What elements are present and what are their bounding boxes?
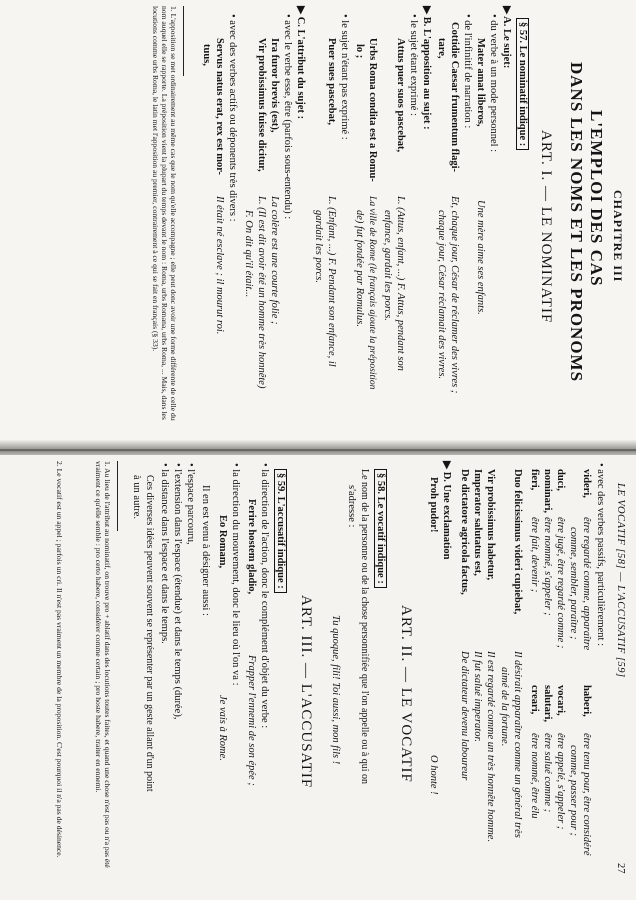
example-latin: Cottidie Caesar frumentum flagi-	[449, 22, 460, 172]
bullet-b1: • le sujet étant exprimé :	[408, 14, 419, 116]
body-text: s'adresse :	[346, 485, 357, 528]
section-57-heading: § 57. Le nominatif indique :	[516, 18, 528, 150]
verb-french: comme, sembler, paraître ;	[568, 527, 579, 640]
bullet-a2: • de l'infinitif de narration :	[462, 14, 473, 129]
body-text: Le nom de la personne ou de la chose personnifiée que l'on appelle ou à qui on	[359, 469, 370, 785]
bullet-c1: • avec le verbe esse, être (parfois sous-entendu) :	[282, 14, 293, 220]
verb-latin: vocari,	[555, 685, 566, 716]
example-french: O honte !	[428, 755, 439, 795]
verb-french: être salué comme ;	[542, 733, 553, 813]
body-text: Il en est venu à désigner aussi :	[200, 485, 211, 616]
verb-french: être fait, devenir ;	[529, 517, 540, 593]
footnote: 1. L'apposition se met ordinairement au même cas que le nom qu'elle accompagne ; elle peut donc avoir une forme différente de celle du nom auquel elle se rapporte. La préposition vient la plupart du temps devant le nom : Roma, urbs Romana, urbs Roma, ... Mais, dans les locutions comme urbs Roma, le latin met l'apposition au premier, contrairement à ce qui se fait en français (§ 33).	[150, 6, 178, 421]
example-latin: Puer sues pascebat,	[326, 38, 337, 126]
subsection-d-heading: ▶ D. Une exclamation	[441, 461, 452, 560]
right-page	[0, 455, 636, 900]
example-latin: lo ;	[354, 44, 365, 59]
example-french: L. (Enfant, ...) F. Pendant son enfance, il	[326, 196, 337, 367]
bullet-a1: • du verbe à un mode personnel :	[488, 14, 499, 153]
example-french: chaque jour, César réclamait des vivres.	[436, 210, 447, 380]
chapter-label: CHAPITRE III	[611, 190, 625, 283]
example-latin: Vir probissimus fuisse dicitur,	[256, 38, 267, 172]
subsection-b-heading: ▶ B. L'apposition au sujet :	[421, 6, 432, 130]
example-latin: Eo Romam,	[217, 515, 228, 569]
example-french: L. (Attus, enfant, ...) F. Attus, pendant son	[395, 196, 406, 371]
example-french: Je vais à Rome.	[217, 695, 228, 761]
verb-latin: salutari,	[542, 685, 553, 723]
verb-french: être appelé, s'appeler ;	[555, 733, 566, 830]
left-page	[0, 0, 636, 445]
example-french: La ville de Rome (le français ajoute la préposition	[367, 196, 378, 390]
example-latin: Urbs Roma condita est a Romu-	[367, 38, 378, 182]
example-french: enfance, gardait les porcs.	[382, 210, 393, 321]
bullet-p5: • la distance dans l'espace et dans le temps.	[159, 463, 170, 644]
example-latin: Duo felicissimus videri cupiebat,	[512, 469, 523, 615]
example-french: F. On dit qu'il était...	[243, 210, 254, 298]
example-latin: Vir probissimus habetur,	[485, 469, 496, 581]
article-heading: ART. III. — L'ACCUSATIF	[298, 595, 314, 789]
bullet-c2: • avec des verbes actifs ou déponents très divers :	[227, 14, 238, 222]
example-latin: Mater amat liberos,	[475, 38, 486, 127]
bullet-b2: • le sujet n'étant pas exprimé :	[339, 14, 350, 140]
example-latin: tare,	[436, 38, 447, 59]
example-french: La colère est une courte folie ;	[269, 196, 280, 325]
section-59-heading: § 59. L'accusatif indique :	[274, 469, 286, 593]
example-latin: Imperator salutatus est,	[472, 469, 483, 576]
intro-bullet: • avec des verbes passifs, particulièrement :	[595, 463, 606, 646]
verb-latin: creari,	[529, 685, 540, 715]
article-heading: ART. I. — LE NOMINATIF	[538, 130, 554, 324]
subsection-a-heading: ▶ A. Le sujet:	[501, 6, 512, 69]
example-french: Il fut salué imperator.	[472, 651, 483, 742]
example-latin: De dictatore agricola factus,	[459, 469, 470, 595]
bullet-p4: • l'extension dans l'espace (étendue) et dans le temps (durée),	[172, 463, 183, 720]
example-latin: Ferire hostem gladio,	[246, 499, 257, 595]
bullet-p2: • la direction du mouvement, donc le lieu où l'on va :	[230, 463, 241, 686]
example-french: Et, chaque jour, César de réclamer des vivres ;	[449, 196, 460, 394]
example-latin: Attus puer suos pascebat,	[395, 38, 406, 153]
example: Tu quoque, fili! Toi aussi, mon fils !	[330, 615, 341, 765]
example-french: de) fut fondée par Romulus.	[354, 210, 365, 327]
example-french: De dictateur devenu laboureur	[459, 651, 470, 781]
example-french: Il désirait apparaître comme un général très	[512, 651, 523, 838]
verb-french: être jugé, être regardé comme ;	[555, 517, 566, 649]
verb-french: être nommé, être élu	[529, 733, 540, 819]
running-header: LE VOCATIF [58] — L'ACCUSATIF [59]	[615, 483, 626, 678]
example-french: aimé de la fortune.	[499, 667, 510, 747]
example-latin: tuus,	[201, 44, 212, 66]
verb-latin: fieri,	[529, 469, 540, 491]
verb-latin: haberi,	[581, 685, 592, 717]
verb-latin: duci,	[555, 469, 566, 491]
bullet-p3: • l'espace parcouru,	[185, 463, 196, 545]
example-latin: Ira furor brevis (est),	[269, 38, 280, 133]
subsection-c-heading: ▶ C. L'attribut du sujet :	[295, 6, 306, 120]
verb-french: être tenu pour, être considéré	[581, 733, 592, 856]
bullet-p1: • la direction de l'action, donc le complément d'objet du verbe :	[259, 463, 270, 729]
example-french: L. (Il est dit avoir été un homme très honnête)	[256, 196, 267, 389]
verb-latin: nominari,	[542, 469, 553, 514]
verb-latin: videri,	[581, 469, 592, 498]
example-french: Il est regardé comme un très honnête homme.	[485, 651, 496, 843]
example-latin: Proh pudor!	[428, 477, 439, 533]
verb-french: être nommé, s'appeler ;	[542, 517, 553, 616]
verb-french: être regardé comme, apparaître	[581, 517, 592, 651]
footnote-rule	[183, 6, 184, 76]
example-french: Frapper l'ennemi de son épée ;	[246, 655, 257, 786]
section-58-heading: § 58. Le vocatif indique :	[374, 469, 386, 588]
chapter-title-line2: DANS LES NOMS ET LES PRONOMS	[567, 62, 586, 383]
article-heading: ART. II. — LE VOCATIF	[398, 605, 414, 783]
verb-french: comme, passer pour ;	[568, 745, 579, 836]
example-latin: Servus natus erat, rex est mor-	[214, 38, 225, 176]
chapter-title-line1: L'EMPLOI DES CAS	[587, 110, 606, 287]
example-french: Une mère aime ses enfants.	[475, 200, 486, 315]
example-french: gardait les porcs.	[313, 210, 324, 284]
footnote-rule	[117, 461, 118, 531]
page-number: 27	[615, 863, 626, 874]
body-text: à un autre.	[131, 475, 142, 520]
footnote-1: 1. Au lieu de l'attribut au nominatif, on trouve pro + ablatif dans des locutions toutes faites, et quand une chose n'est pas ou n'a pas été vraiment ce qu'elle semble : pro certo habere, considérer comme certain ; pro hoste habere, traiter en ennemi.	[93, 461, 112, 868]
example-french: Il était né esclave ; il mourut roi.	[214, 196, 225, 335]
body-text: Ces diverses idées peuvent souvent se représenter par un geste allant d'un point	[144, 475, 155, 792]
footnote-2: 2. Le vocatif est un appel ; parfois un cri. Il n'est pas vraiment un membre de la proposition. C'est pourquoi il n'a pas de désinence.	[55, 461, 64, 858]
